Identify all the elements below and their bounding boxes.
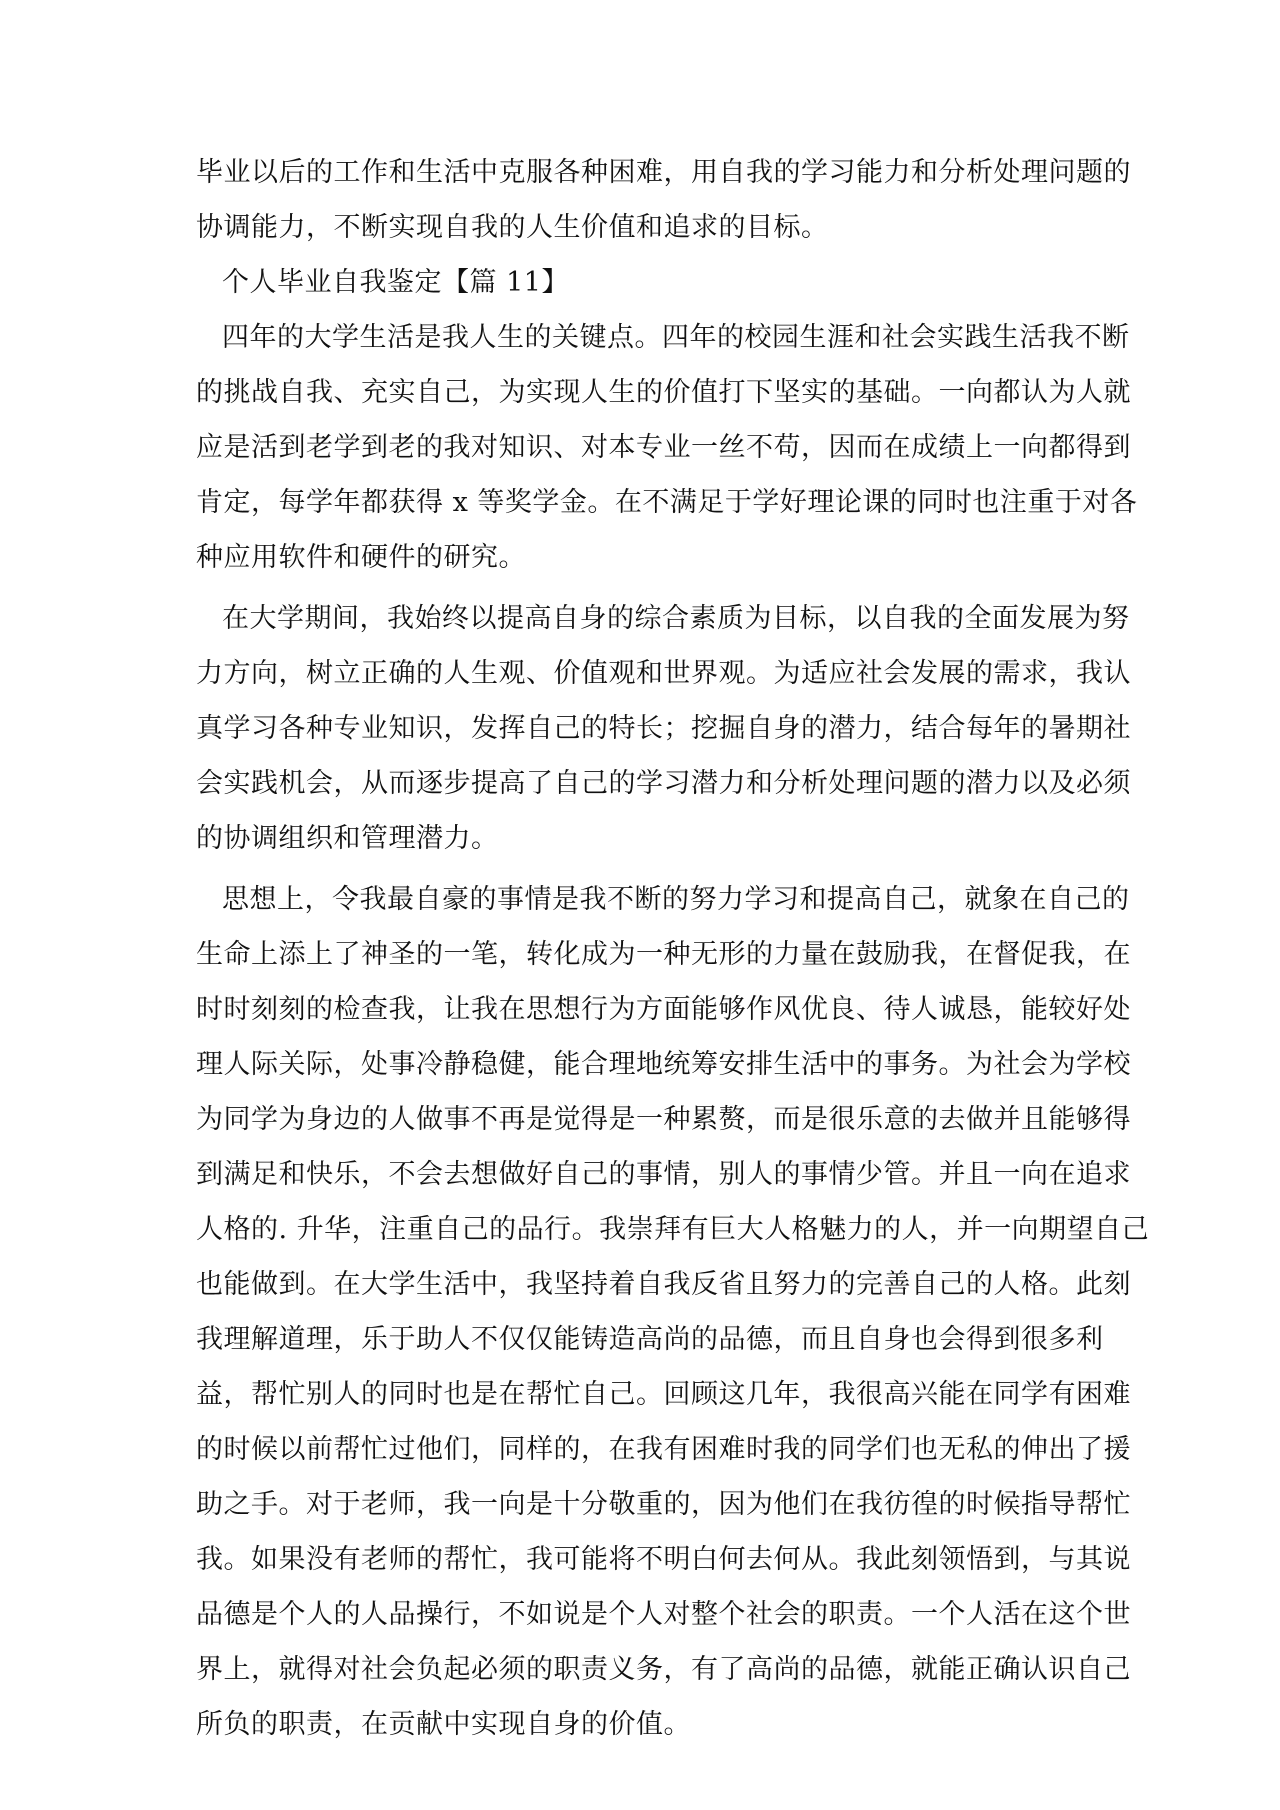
- text-line: 在大学期间，我始终以提高自身的综合素质为目标，以自我的全面发展为努: [222, 603, 1130, 634]
- text-line: 我。如果没有老师的帮忙，我可能将不明白何去何从。我此刻领悟到，与其说: [196, 1544, 1131, 1575]
- text-line: 力方向，树立正确的人生观、价值观和世界观。为适应社会发展的需求，我认: [196, 658, 1131, 689]
- text-line: 到满足和快乐，不会去想做好自己的事情，别人的事情少管。并且一向在追求: [196, 1159, 1131, 1190]
- text-line: 我理解道理，乐于助人不仅仅能铸造高尚的品德，而且自身也会得到很多利: [196, 1324, 1104, 1355]
- text-line: 理人际关际，处事冷静稳健，能合理地统筹安排生活中的事务。为社会为学校: [196, 1049, 1131, 1080]
- text-line: 真学习各种专业知识，发挥自己的特长；挖掘自身的潜力，结合每年的暑期社: [196, 713, 1131, 744]
- text-line: 四年的大学生活是我人生的关键点。四年的校园生涯和社会实践生活我不断: [222, 322, 1130, 353]
- text-line: 益，帮忙别人的同时也是在帮忙自己。回顾这几年，我很高兴能在同学有困难: [196, 1379, 1131, 1410]
- text-line: 应是活到老学到老的我对知识、对本专业一丝不苟，因而在成绩上一向都得到: [196, 432, 1131, 463]
- text-line: 助之手。对于老师，我一向是十分敬重的，因为他们在我彷徨的时候指导帮忙: [196, 1489, 1131, 1520]
- text-line: 的协调组织和管理潜力。: [196, 823, 499, 854]
- text-line: 协调能力，不断实现自我的人生价值和追求的目标。: [196, 212, 829, 243]
- text-line: 所负的职责，在贡献中实现自身的价值。: [196, 1709, 691, 1740]
- text-line: 的时候以前帮忙过他们，同样的，在我有困难时我的同学们也无私的伸出了援: [196, 1434, 1131, 1465]
- text-line: 人格的. 升华，注重自己的品行。我崇拜有巨大人格魅力的人，并一向期望自己: [196, 1214, 1150, 1245]
- text-line: 界上，就得对社会负起必须的职责义务，有了高尚的品德，就能正确认识自己: [196, 1654, 1131, 1685]
- text-line: 思想上，令我最自豪的事情是我不断的努力学习和提高自己，就象在自己的: [222, 884, 1130, 915]
- text-line: 也能做到。在大学生活中，我坚持着自我反省且努力的完善自己的人格。此刻: [196, 1269, 1131, 1300]
- document-body: [196, 145, 1150, 1752]
- section-heading: 个人毕业自我鉴定【篇 11】: [222, 267, 569, 298]
- text-line: 肯定，每学年都获得 x 等奖学金。在不满足于学好理论课的同时也注重于对各: [196, 487, 1138, 518]
- text-line: 时时刻刻的检查我，让我在思想行为方面能够作风优良、待人诚恳，能较好处: [196, 994, 1131, 1025]
- text-line: 品德是个人的人品操行，不如说是个人对整个社会的职责。一个人活在这个世: [196, 1599, 1131, 1630]
- text-line: 为同学为身边的人做事不再是觉得是一种累赘，而是很乐意的去做并且能够得: [196, 1104, 1131, 1135]
- text-line: 毕业以后的工作和生活中克服各种困难，用自我的学习能力和分析处理问题的: [196, 157, 1131, 188]
- text-line: 的挑战自我、充实自己，为实现人生的价值打下坚实的基础。一向都认为人就: [196, 377, 1131, 408]
- text-line: 会实践机会，从而逐步提高了自己的学习潜力和分析处理问题的潜力以及必须: [196, 768, 1131, 799]
- text-line: 生命上添上了神圣的一笔，转化成为一种无形的力量在鼓励我，在督促我，在: [196, 939, 1131, 970]
- text-line: 种应用软件和硬件的研究。: [196, 542, 526, 573]
